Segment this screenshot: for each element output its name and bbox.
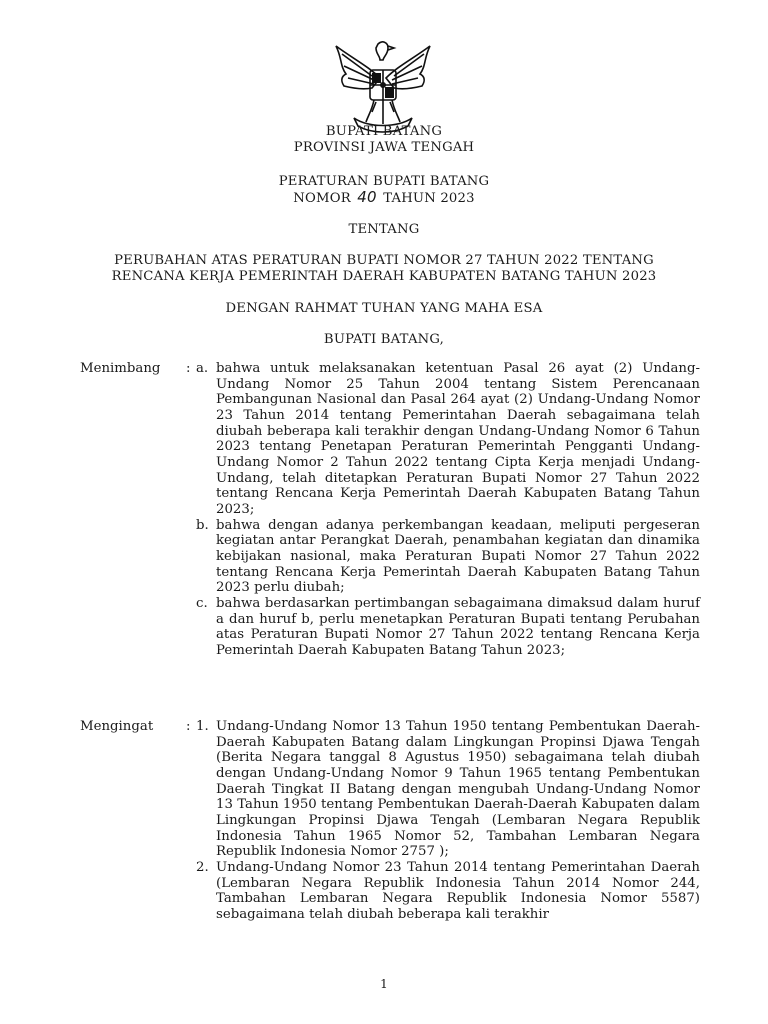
mengingat-label: Mengingat xyxy=(80,719,154,734)
subject-block xyxy=(0,253,768,284)
nomor-handwritten: 40 xyxy=(357,187,377,206)
item-text: bahwa dengan adanya perkembangan keadaan, meliputi pergeseran kegiatan antar Perangkat Daerah, penambahan kegiatan dan dinamika kebijakan nasional, maka Peraturan Bupati Nomor 27 Tahun 2022 tentang Rencana Kerja Pemerintah Daerah Kabupaten Batang Tahun 2023 perlu diubah; xyxy=(216,517,700,596)
menimbang-item-b xyxy=(80,518,700,596)
header-block xyxy=(0,124,768,155)
page-number: 1 xyxy=(380,977,388,991)
item-marker: c. xyxy=(196,595,208,611)
regulation-number xyxy=(0,187,768,207)
menimbang-colon: : xyxy=(186,361,191,376)
item-marker: 1. xyxy=(196,719,209,734)
nomor-suffix: TAHUN 2023 xyxy=(383,190,475,206)
subject-line-2: RENCANA KERJA PEMERINTAH DAERAH KABUPATEN BATANG TAHUN 2023 xyxy=(111,268,657,284)
item-text: bahwa untuk melaksanakan ketentuan Pasal 26 ayat (2) Undang-Undang Nomor 25 Tahun 2004 tentang Sistem Perencanaan Pembangunan Nasional dan Pasal 264 ayat (2) Undang-Undang Nomor 23 Tahun 2014 tentang Pemerintahan Daerah sebagaimana telah diubah beberapa kali terakhir dengan Undang-Undang Nomor 6 Tahun 2023 tentang Penetapan Peraturan Pemerintah Pengganti Undang-Undang Nomor 2 Tahun 2022 tentang Cipta Kerja menjadi Undang-Undang, telah ditetapkan Peraturan Bupati Nomor 27 Tahun 2022 tentang Rencana Kerja Pemerintah Daerah Kabupaten Batang Tahun 2023; xyxy=(216,361,700,517)
rahmat-line: DENGAN RAHMAT TUHAN YANG MAHA ESA xyxy=(225,301,543,316)
item-text: Undang-Undang Nomor 13 Tahun 1950 tentang Pembentukan Daerah-Daerah Kabupaten Batang dalam Lingkungan Propinsi Djawa Tengah (Berita Negara tanggal 8 Agustus 1950) sebagaimana telah diubah dengan Undang-Undang Nomor 9 Tahun 1965 tentang Pembentukan Daerah Tingkat II Batang dengan mengubah Undang-Undang Nomor 13 Tahun 1950 tentang Pembentukan Daerah-Daerah Kabupaten dalam Lingkungan Propinsi Djawa Tengah (Lembaran Negara Republik Indonesia Tahun 1965 Nomor 52, Tambahan Lembaran Negara Republik Indonesia Nomor 2757 ); xyxy=(216,719,700,860)
nomor-prefix: NOMOR xyxy=(293,190,351,206)
regulation-title-block xyxy=(0,174,768,206)
tentang-heading: TENTANG xyxy=(348,222,420,237)
item-marker: 2. xyxy=(196,859,209,875)
header-line-1: BUPATI BATANG xyxy=(325,124,443,139)
menimbang-item-a xyxy=(80,361,700,518)
regulation-title: PERATURAN BUPATI BATANG xyxy=(278,174,490,189)
item-text: Undang-Undang Nomor 23 Tahun 2014 tentang Pemerintahan Daerah (Lembaran Negara Republik Indonesia Tahun 2014 Nomor 244, Tambahan Lembaran Negara Republik Indonesia Nomor 5587) sebagaimana telah diubah beberapa kali terakhir xyxy=(216,859,700,922)
item-marker: b. xyxy=(196,517,209,533)
garuda-emblem-icon xyxy=(328,36,438,136)
menimbang-section xyxy=(80,361,700,658)
bupati-line: BUPATI BATANG, xyxy=(323,332,445,347)
menimbang-item-c xyxy=(80,596,700,659)
mengingat-colon: : xyxy=(186,719,191,734)
item-text: bahwa berdasarkan pertimbangan sebagaimana dimaksud dalam huruf a dan huruf b, perlu menetapkan Peraturan Bupati tentang Perubahan atas Peraturan Bupati Nomor 27 Tahun 2022 tentang Rencana Kerja Pemerintah Daerah Kabupaten Batang Tahun 2023; xyxy=(216,595,700,658)
menimbang-label: Menimbang xyxy=(80,361,161,376)
mengingat-section xyxy=(80,719,700,923)
item-marker: a. xyxy=(196,361,209,376)
subject-line-1: PERUBAHAN ATAS PERATURAN BUPATI NOMOR 27 TAHUN 2022 TENTANG xyxy=(114,253,654,268)
mengingat-item-2 xyxy=(80,860,700,923)
mengingat-item-1 xyxy=(80,719,700,860)
header-line-2: PROVINSI JAWA TENGAH xyxy=(293,139,475,155)
